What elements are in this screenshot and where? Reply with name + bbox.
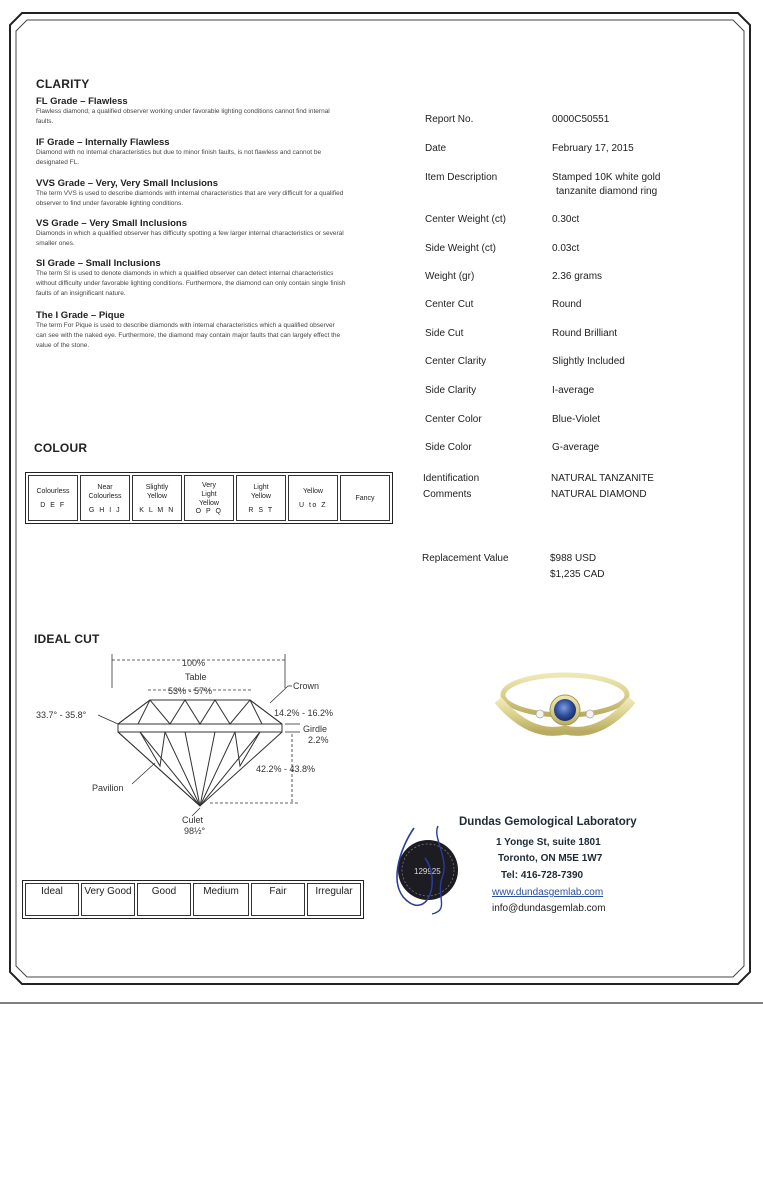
- colour-cell-colourless: [28, 475, 78, 521]
- colour-grades: D E F: [40, 502, 66, 509]
- colour-cell-slightly-yellow: [132, 475, 182, 521]
- report-label: Report No.: [425, 114, 474, 125]
- report-value: 0.03ct: [552, 243, 580, 254]
- colour-scale-table: [25, 472, 393, 524]
- clarity-grade-si: [36, 258, 366, 310]
- report-value: 2.36 grams: [552, 271, 603, 282]
- colour-label: Fancy: [355, 494, 375, 502]
- colour-grades: O P Q: [195, 508, 223, 515]
- report-value: I-average: [552, 385, 595, 396]
- comments-label: Comments: [423, 489, 472, 500]
- clarity-grades: [36, 96, 366, 360]
- colour-label: Yellow: [251, 492, 271, 500]
- report-row: [425, 142, 725, 171]
- report-row: [425, 441, 725, 470]
- culet-value: 98½°: [184, 826, 206, 836]
- report-label: Item Description: [425, 172, 498, 183]
- lab-tel: Tel: 416-728-7390: [501, 870, 584, 881]
- report-label: Center Weight (ct): [425, 214, 506, 225]
- report-row: [425, 270, 725, 298]
- replacement-value: $988 USD: [550, 553, 597, 564]
- cut-grade-scale: [22, 880, 364, 919]
- colour-label: Yellow: [303, 488, 323, 495]
- colour-cell-near-colourless: [80, 475, 130, 521]
- colour-label: Light: [253, 483, 269, 491]
- report-label: Center Cut: [425, 299, 474, 310]
- replacement-label: Replacement Value: [422, 553, 509, 564]
- colour-label: Colourless: [36, 488, 70, 495]
- cut-grade-irregular: Irregular: [307, 883, 361, 916]
- cut-grade-very-good: Very Good: [81, 883, 135, 916]
- report-label: Side Cut: [425, 328, 464, 339]
- clarity-grade-vvs: [36, 178, 366, 218]
- grade-description: Diamonds in which a qualified observer has difficulty spotting a few larger internal characteristics or several smaller ones.: [36, 230, 344, 247]
- lab-seal: [380, 818, 470, 918]
- diamond-outline: [118, 700, 282, 806]
- girdle-value: 2.2%: [308, 735, 329, 745]
- report-value: Round: [552, 299, 582, 310]
- grade-heading: IF Grade – Internally Flawless: [36, 137, 170, 148]
- clarity-grade-if: [36, 137, 366, 178]
- diamond-cut-diagram: [20, 648, 360, 838]
- colour-label: Yellow: [147, 492, 167, 500]
- identification-value: NATURAL TANZANITE: [551, 473, 654, 484]
- clarity-grade-vs: [36, 218, 366, 258]
- report-label: Side Color: [425, 442, 472, 453]
- report-details: [425, 113, 725, 470]
- colour-cell-light-yellow: [236, 475, 286, 521]
- lab-name: Dundas Gemological Laboratory: [459, 816, 637, 828]
- total-width-label: 100%: [182, 658, 206, 668]
- grade-heading: SI Grade – Small Inclusions: [36, 258, 161, 269]
- lab-address-2: Toronto, ON M5E 1W7: [498, 853, 603, 864]
- cut-grade-fair: Fair: [251, 883, 305, 916]
- colour-label: Very: [201, 482, 216, 489]
- cut-grade-ideal: Ideal: [25, 883, 79, 916]
- cut-grade-good: Good: [137, 883, 191, 916]
- cut-grade-table: [22, 880, 364, 919]
- girdle-label: Girdle: [303, 724, 328, 734]
- colour-scale: [25, 472, 393, 524]
- report-value: February 17, 2015: [552, 143, 634, 154]
- colour-label: Colourless: [88, 492, 122, 500]
- table-label: Table: [185, 672, 207, 682]
- colour-label: Yellow: [199, 500, 219, 507]
- lab-website-link[interactable]: www.dundasgemlab.com: [492, 887, 604, 898]
- report-label: Center Clarity: [425, 356, 487, 367]
- report-row: [425, 355, 725, 384]
- colour-grades: R S T: [248, 506, 274, 514]
- report-value: Slightly Included: [552, 356, 625, 367]
- colour-grades: G H I J: [88, 506, 122, 514]
- colour-cell-yellow: [288, 475, 338, 521]
- grade-description: The term For Pique is used to describe diamonds with internal characteristics which a qualified observer can see with the naked eye. Furthermore, the diamond may contain major faults that can largely effect the value of the stone.: [36, 322, 341, 349]
- grade-description: The term SI is used to denote diamonds in which a qualified observer can detect internal characteristics without difficulty under favorable lighting conditions. Furthermore, the diamond can only contain single finish faults of an insignificant nature.: [36, 270, 346, 297]
- seal-number: 129925: [414, 867, 441, 876]
- replacement-value: $1,235 CAD: [550, 569, 605, 580]
- pavilion-depth-label: 42.2% - 43.8%: [256, 764, 316, 774]
- identification-label: Identification: [423, 473, 480, 484]
- crown-angle-label: 33.7° - 35.8°: [36, 710, 87, 720]
- pavilion-label: Pavilion: [92, 783, 124, 793]
- report-row: [425, 413, 725, 441]
- report-value: 0000C50551: [552, 114, 610, 125]
- colour-label: Near: [97, 483, 113, 491]
- report-row: [425, 298, 725, 327]
- report-label: Weight (gr): [425, 271, 475, 282]
- grade-description: Diamond with no internal characteristics but due to minor finish faults, is not flawless and cannot be designated FL.: [36, 149, 322, 166]
- report-label: Date: [425, 143, 447, 154]
- grade-description: Flawless diamond, a qualified observer working under favorable lighting conditions cannot find internal faults.: [36, 108, 330, 125]
- clarity-grade-i: [36, 310, 366, 360]
- table-range-label: 53% - 57%: [168, 686, 213, 696]
- report-row: [425, 242, 725, 270]
- colour-cell-fancy: [340, 475, 390, 521]
- report-row: [425, 171, 725, 213]
- report-value: Stamped 10K white gold: [552, 172, 661, 183]
- colour-label: Light: [201, 491, 217, 498]
- lab-address-1: 1 Yonge St, suite 1801: [496, 837, 601, 848]
- grade-heading: VVS Grade – Very, Very Small Inclusions: [36, 178, 218, 189]
- lab-email[interactable]: info@dundasgemlab.com: [492, 903, 606, 914]
- report-row: [425, 384, 725, 413]
- crown-label: Crown: [293, 681, 320, 691]
- culet-label: Culet: [182, 815, 204, 825]
- ring-photo: [490, 660, 640, 745]
- crown-height-label: 14.2% - 16.2%: [274, 708, 334, 718]
- report-value: 0.30ct: [552, 214, 580, 225]
- report-row: [425, 213, 725, 242]
- report-value: G-average: [552, 442, 600, 453]
- report-value: Round Brilliant: [552, 328, 618, 339]
- cut-grade-medium: Medium: [193, 883, 249, 916]
- identification-value: NATURAL DIAMOND: [551, 489, 647, 500]
- clarity-grade-fl: [36, 96, 366, 137]
- grade-heading: FL Grade – Flawless: [36, 96, 128, 107]
- report-row: [425, 327, 725, 355]
- report-label: Side Weight (ct): [425, 243, 496, 254]
- colour-grades: U to Z: [298, 502, 328, 509]
- grade-heading: VS Grade – Very Small Inclusions: [36, 218, 188, 229]
- colour-cell-very-light-yellow: [184, 475, 234, 521]
- grade-description: The term VVS is used to describe diamonds with internal characteristics that are very difficult for a qualified observer to find under favorable lighting conditions.: [36, 190, 344, 207]
- report-label: Center Color: [425, 414, 482, 425]
- colour-grades: K L M N: [139, 506, 175, 514]
- colour-label: Slightly: [145, 483, 169, 491]
- clarity-title: CLARITY: [36, 77, 90, 91]
- report-label: Side Clarity: [425, 385, 477, 396]
- report-row: [425, 113, 725, 142]
- colour-title: COLOUR: [34, 441, 88, 455]
- grade-heading: The I Grade – Pique: [36, 310, 125, 321]
- report-value-line2: tanzanite diamond ring: [556, 186, 658, 197]
- ideal-cut-title: IDEAL CUT: [34, 632, 100, 646]
- report-value: Blue-Violet: [552, 414, 601, 425]
